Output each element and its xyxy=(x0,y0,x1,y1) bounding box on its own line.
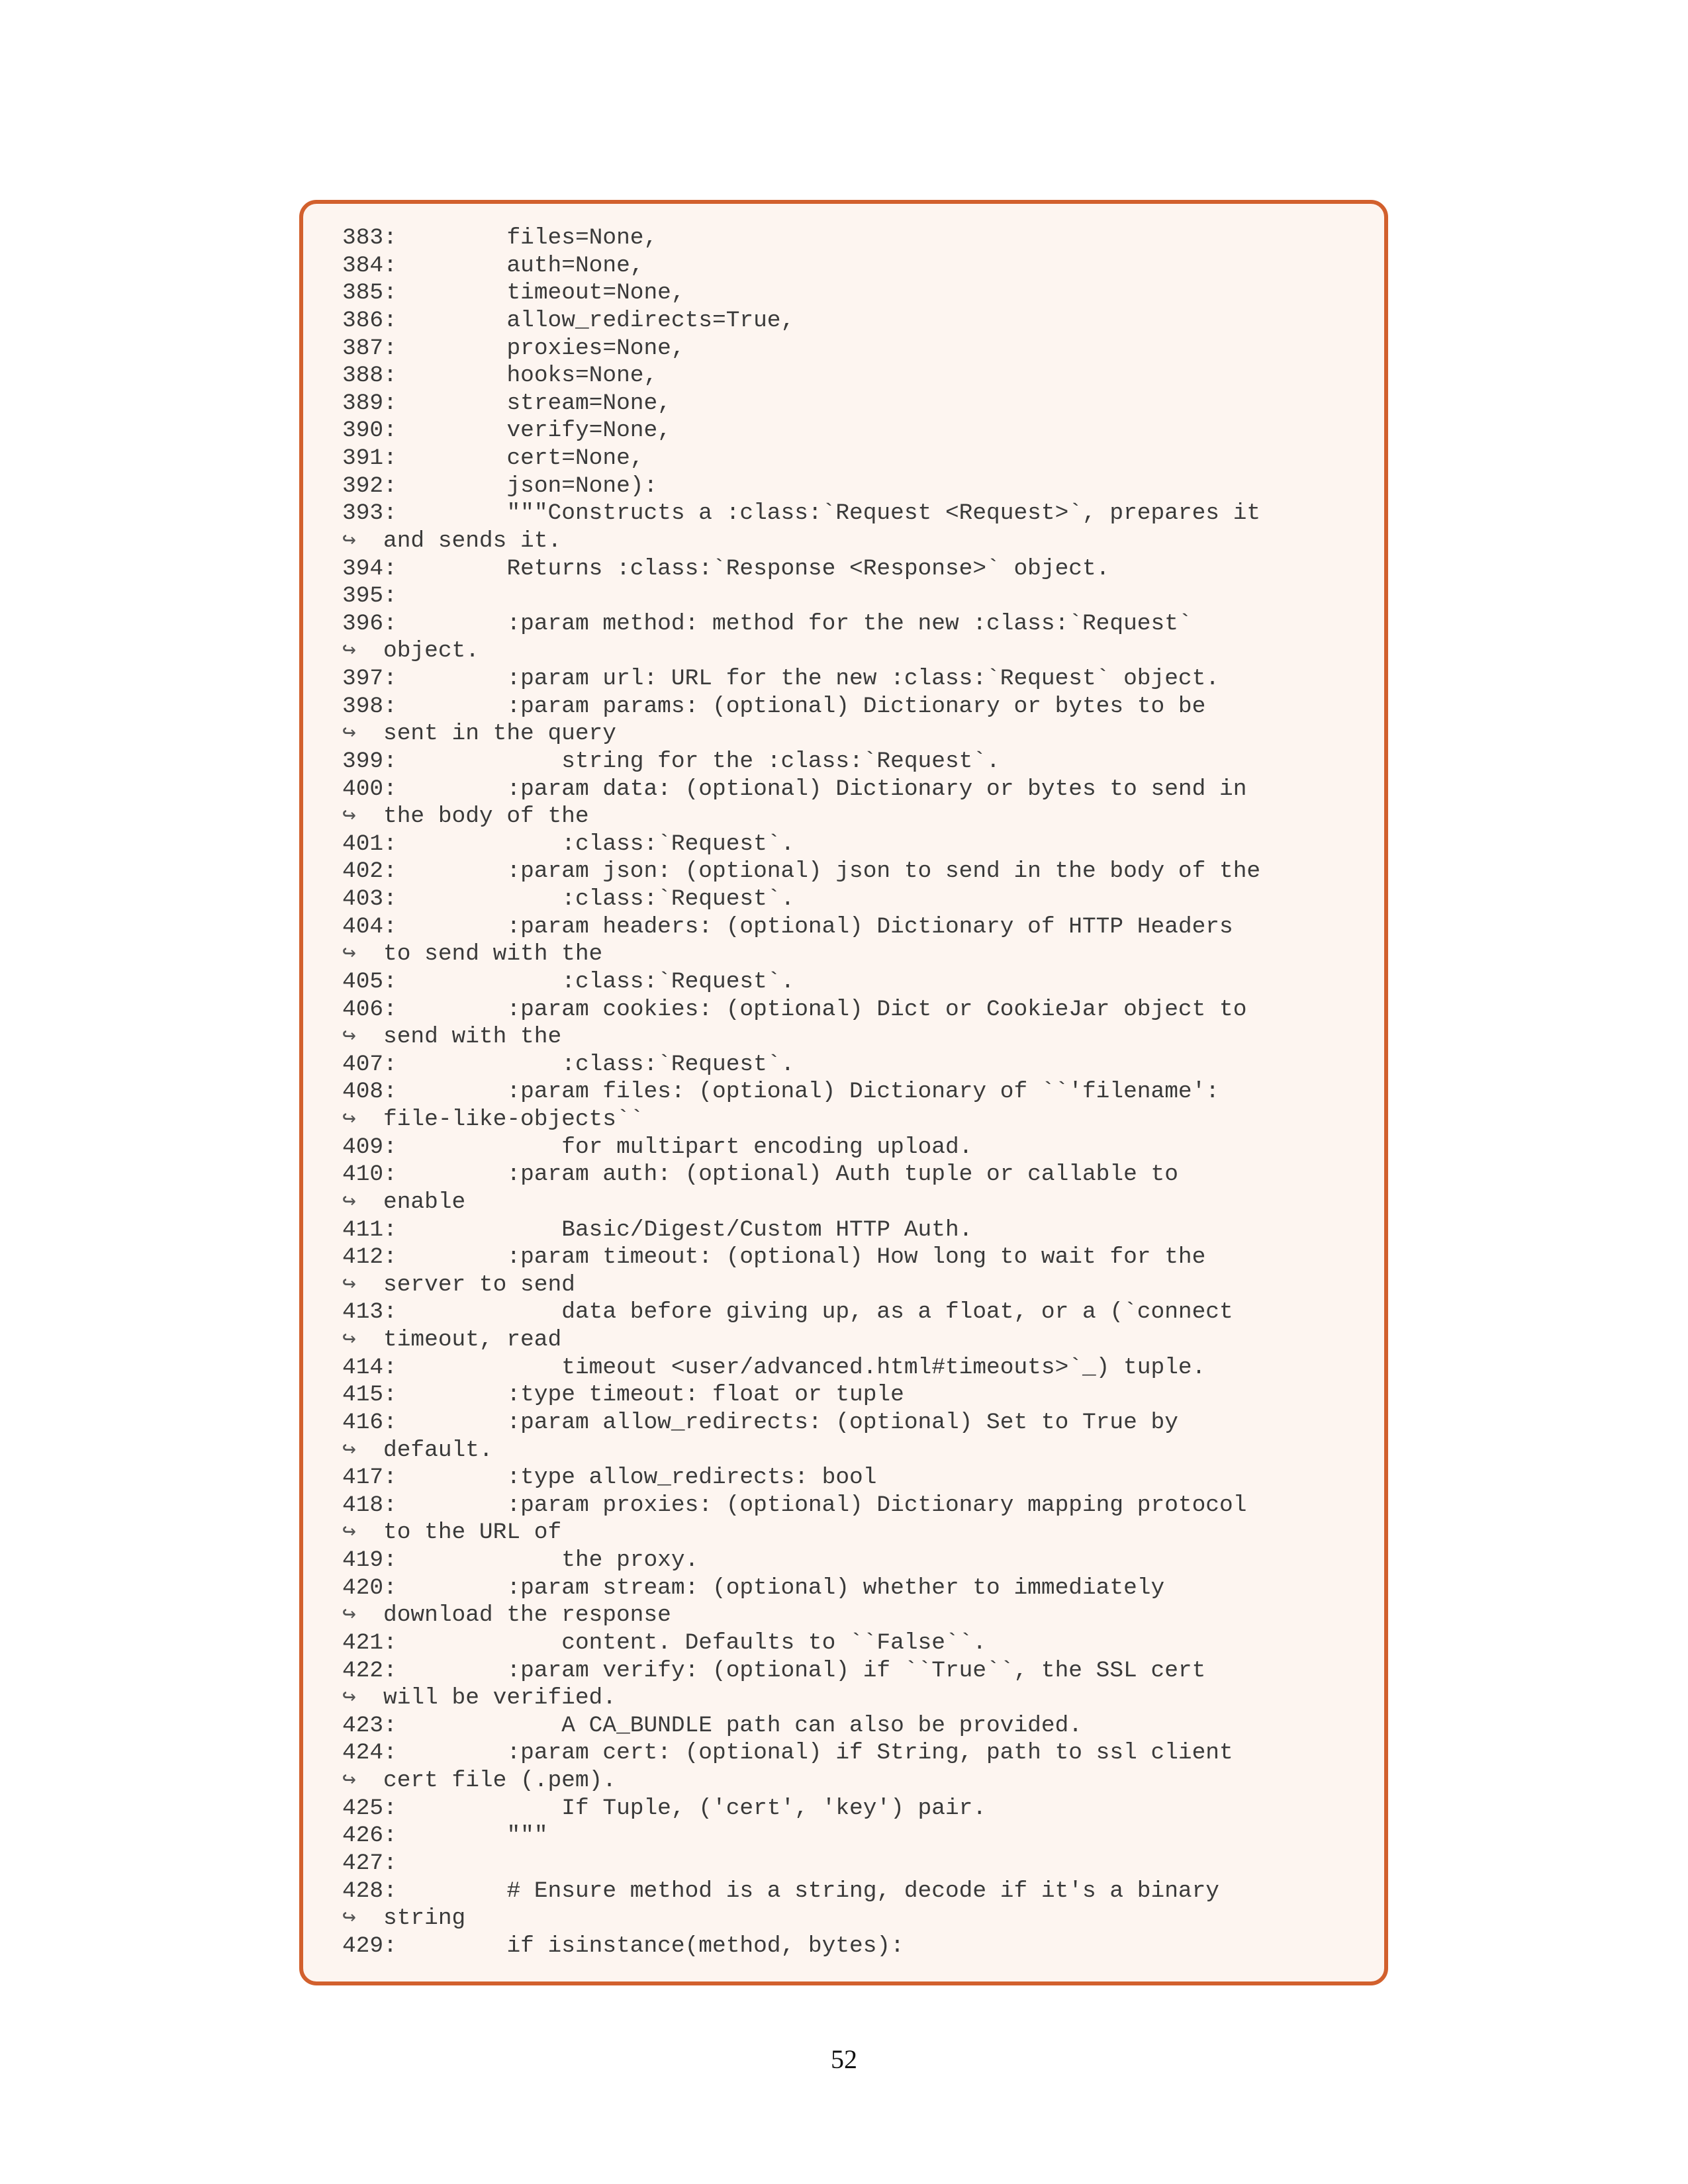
line-wrap-arrow-icon: ↪ xyxy=(342,1768,356,1794)
code-line-continuation xyxy=(342,1519,1260,1547)
code-listing xyxy=(342,224,1260,1960)
code-line: 390: verify=None, xyxy=(342,418,671,444)
code-line-continuation-text: to the URL of xyxy=(383,1520,562,1546)
line-wrap-arrow-icon: ↪ xyxy=(342,1189,356,1215)
line-wrap-arrow-icon: ↪ xyxy=(342,1602,356,1629)
page-number: 52 xyxy=(831,2044,857,2074)
code-line: 426: """ xyxy=(342,1823,548,1849)
line-wrap-arrow-icon: ↪ xyxy=(342,1271,356,1298)
code-line-continuation xyxy=(342,1106,1260,1134)
code-line: 393: """Constructs a :class:`Request <Request>`, prepares it xyxy=(342,500,1261,527)
code-line: 406: :param cookies: (optional) Dict or CookieJar object to xyxy=(342,996,1247,1023)
code-line-continuation-text: download the response xyxy=(383,1602,671,1629)
code-line: 417: :type allow_redirects: bool xyxy=(342,1465,877,1491)
code-line: 416: :param allow_redirects: (optional) Set to True by xyxy=(342,1409,1178,1435)
code-line-continuation xyxy=(342,1271,1260,1299)
code-line: 400: :param data: (optional) Dictionary or bytes to send in xyxy=(342,776,1247,802)
code-line-continuation-text: will be verified. xyxy=(383,1685,616,1711)
code-line: 383: files=None, xyxy=(342,225,658,251)
line-wrap-arrow-icon: ↪ xyxy=(342,638,356,664)
code-line-continuation-text: object. xyxy=(383,638,479,664)
code-line: 429: if isinstance(method, bytes): xyxy=(342,1933,904,1959)
line-wrap-arrow-icon: ↪ xyxy=(342,1437,356,1463)
code-line-continuation xyxy=(342,1326,1260,1354)
code-line-continuation-text: default. xyxy=(383,1437,493,1463)
code-line: 419: the proxy. xyxy=(342,1547,699,1573)
code-line: 407: :class:`Request`. xyxy=(342,1051,795,1077)
code-line-continuation-text: the body of the xyxy=(383,803,589,830)
code-line: 428: # Ensure method is a string, decode if it's a binary xyxy=(342,1878,1220,1904)
line-wrap-arrow-icon: ↪ xyxy=(342,1024,356,1050)
code-line-continuation xyxy=(342,940,1260,968)
code-line-continuation-text: enable xyxy=(383,1189,466,1215)
code-line: 420: :param stream: (optional) whether to immediately xyxy=(342,1574,1165,1601)
code-line: 411: Basic/Digest/Custom HTTP Auth. xyxy=(342,1216,973,1243)
code-line-continuation-text: cert file (.pem). xyxy=(383,1768,616,1794)
code-line: 401: :class:`Request`. xyxy=(342,831,795,857)
code-line: 405: :class:`Request`. xyxy=(342,968,795,995)
code-line: 394: Returns :class:`Response <Response>` object. xyxy=(342,555,1110,582)
line-wrap-arrow-icon: ↪ xyxy=(342,941,356,968)
code-line: 397: :param url: URL for the new :class:`Request` object. xyxy=(342,666,1220,692)
code-line: 409: for multipart encoding upload. xyxy=(342,1134,973,1160)
code-line-continuation xyxy=(342,527,1260,555)
code-line: 399: string for the :class:`Request`. xyxy=(342,748,1000,774)
line-wrap-arrow-icon: ↪ xyxy=(342,721,356,747)
code-line-continuation-text: sent in the query xyxy=(383,721,616,747)
code-line: 389: stream=None, xyxy=(342,390,671,416)
code-line: 395: xyxy=(342,583,397,610)
code-line-continuation xyxy=(342,1602,1260,1629)
code-line: 402: :param json: (optional) json to send in the body of the xyxy=(342,858,1261,885)
code-line: 427: xyxy=(342,1850,397,1876)
code-line: 398: :param params: (optional) Dictionary or bytes to be xyxy=(342,693,1206,719)
code-line-continuation xyxy=(342,1767,1260,1795)
code-line: 396: :param method: method for the new :class:`Request` xyxy=(342,610,1192,637)
code-line: 386: allow_redirects=True, xyxy=(342,307,795,334)
line-wrap-arrow-icon: ↪ xyxy=(342,1107,356,1132)
code-line: 424: :param cert: (optional) if String, path to ssl client xyxy=(342,1740,1233,1766)
code-line: 384: auth=None, xyxy=(342,252,644,279)
code-line-continuation-text: to send with the xyxy=(383,941,603,968)
line-wrap-arrow-icon: ↪ xyxy=(342,1685,356,1711)
code-line-continuation xyxy=(342,1684,1260,1712)
code-line: 412: :param timeout: (optional) How long to wait for the xyxy=(342,1244,1206,1271)
code-line: 403: :class:`Request`. xyxy=(342,886,795,912)
line-wrap-arrow-icon: ↪ xyxy=(342,527,356,554)
code-line: 421: content. Defaults to ``False``. xyxy=(342,1629,987,1656)
line-wrap-arrow-icon: ↪ xyxy=(342,1905,356,1932)
code-line: 418: :param proxies: (optional) Dictionary mapping protocol xyxy=(342,1492,1247,1518)
code-line-continuation-text: file-like-objects`` xyxy=(383,1107,644,1132)
code-line-continuation-text: server to send xyxy=(383,1271,575,1298)
line-wrap-arrow-icon: ↪ xyxy=(342,803,356,830)
code-line-continuation xyxy=(342,637,1260,665)
code-line-continuation-text: and sends it. xyxy=(383,527,562,554)
code-line-continuation xyxy=(342,720,1260,748)
code-line-continuation xyxy=(342,1905,1260,1933)
code-line-continuation-text: timeout, read xyxy=(383,1327,562,1353)
code-line: 423: A CA_BUNDLE path can also be provided. xyxy=(342,1712,1082,1739)
code-line: 391: cert=None, xyxy=(342,445,644,471)
code-line-continuation-text: string xyxy=(383,1905,466,1932)
code-line: 422: :param verify: (optional) if ``True``, the SSL cert xyxy=(342,1657,1206,1684)
code-line: 392: json=None): xyxy=(342,473,658,499)
code-line: 415: :type timeout: float or tuple xyxy=(342,1382,904,1408)
code-line: 388: hooks=None, xyxy=(342,363,658,389)
code-line: 408: :param files: (optional) Dictionary of ``'filename': xyxy=(342,1079,1220,1105)
code-line-continuation xyxy=(342,803,1260,831)
code-line: 425: If Tuple, ('cert', 'key') pair. xyxy=(342,1795,987,1821)
code-line: 385: timeout=None, xyxy=(342,280,685,306)
line-wrap-arrow-icon: ↪ xyxy=(342,1520,356,1546)
code-line: 387: proxies=None, xyxy=(342,335,685,361)
line-wrap-arrow-icon: ↪ xyxy=(342,1327,356,1353)
code-line-continuation xyxy=(342,1189,1260,1216)
code-line: 410: :param auth: (optional) Auth tuple or callable to xyxy=(342,1161,1178,1188)
code-line-continuation-text: send with the xyxy=(383,1024,562,1050)
code-line: 404: :param headers: (optional) Dictionary of HTTP Headers xyxy=(342,913,1233,940)
code-line: 414: timeout <user/advanced.html#timeouts>`_) tuple. xyxy=(342,1354,1206,1381)
code-line: 413: data before giving up, as a float, or a (`connect xyxy=(342,1299,1233,1326)
code-line-continuation xyxy=(342,1437,1260,1465)
code-line-continuation xyxy=(342,1023,1260,1051)
